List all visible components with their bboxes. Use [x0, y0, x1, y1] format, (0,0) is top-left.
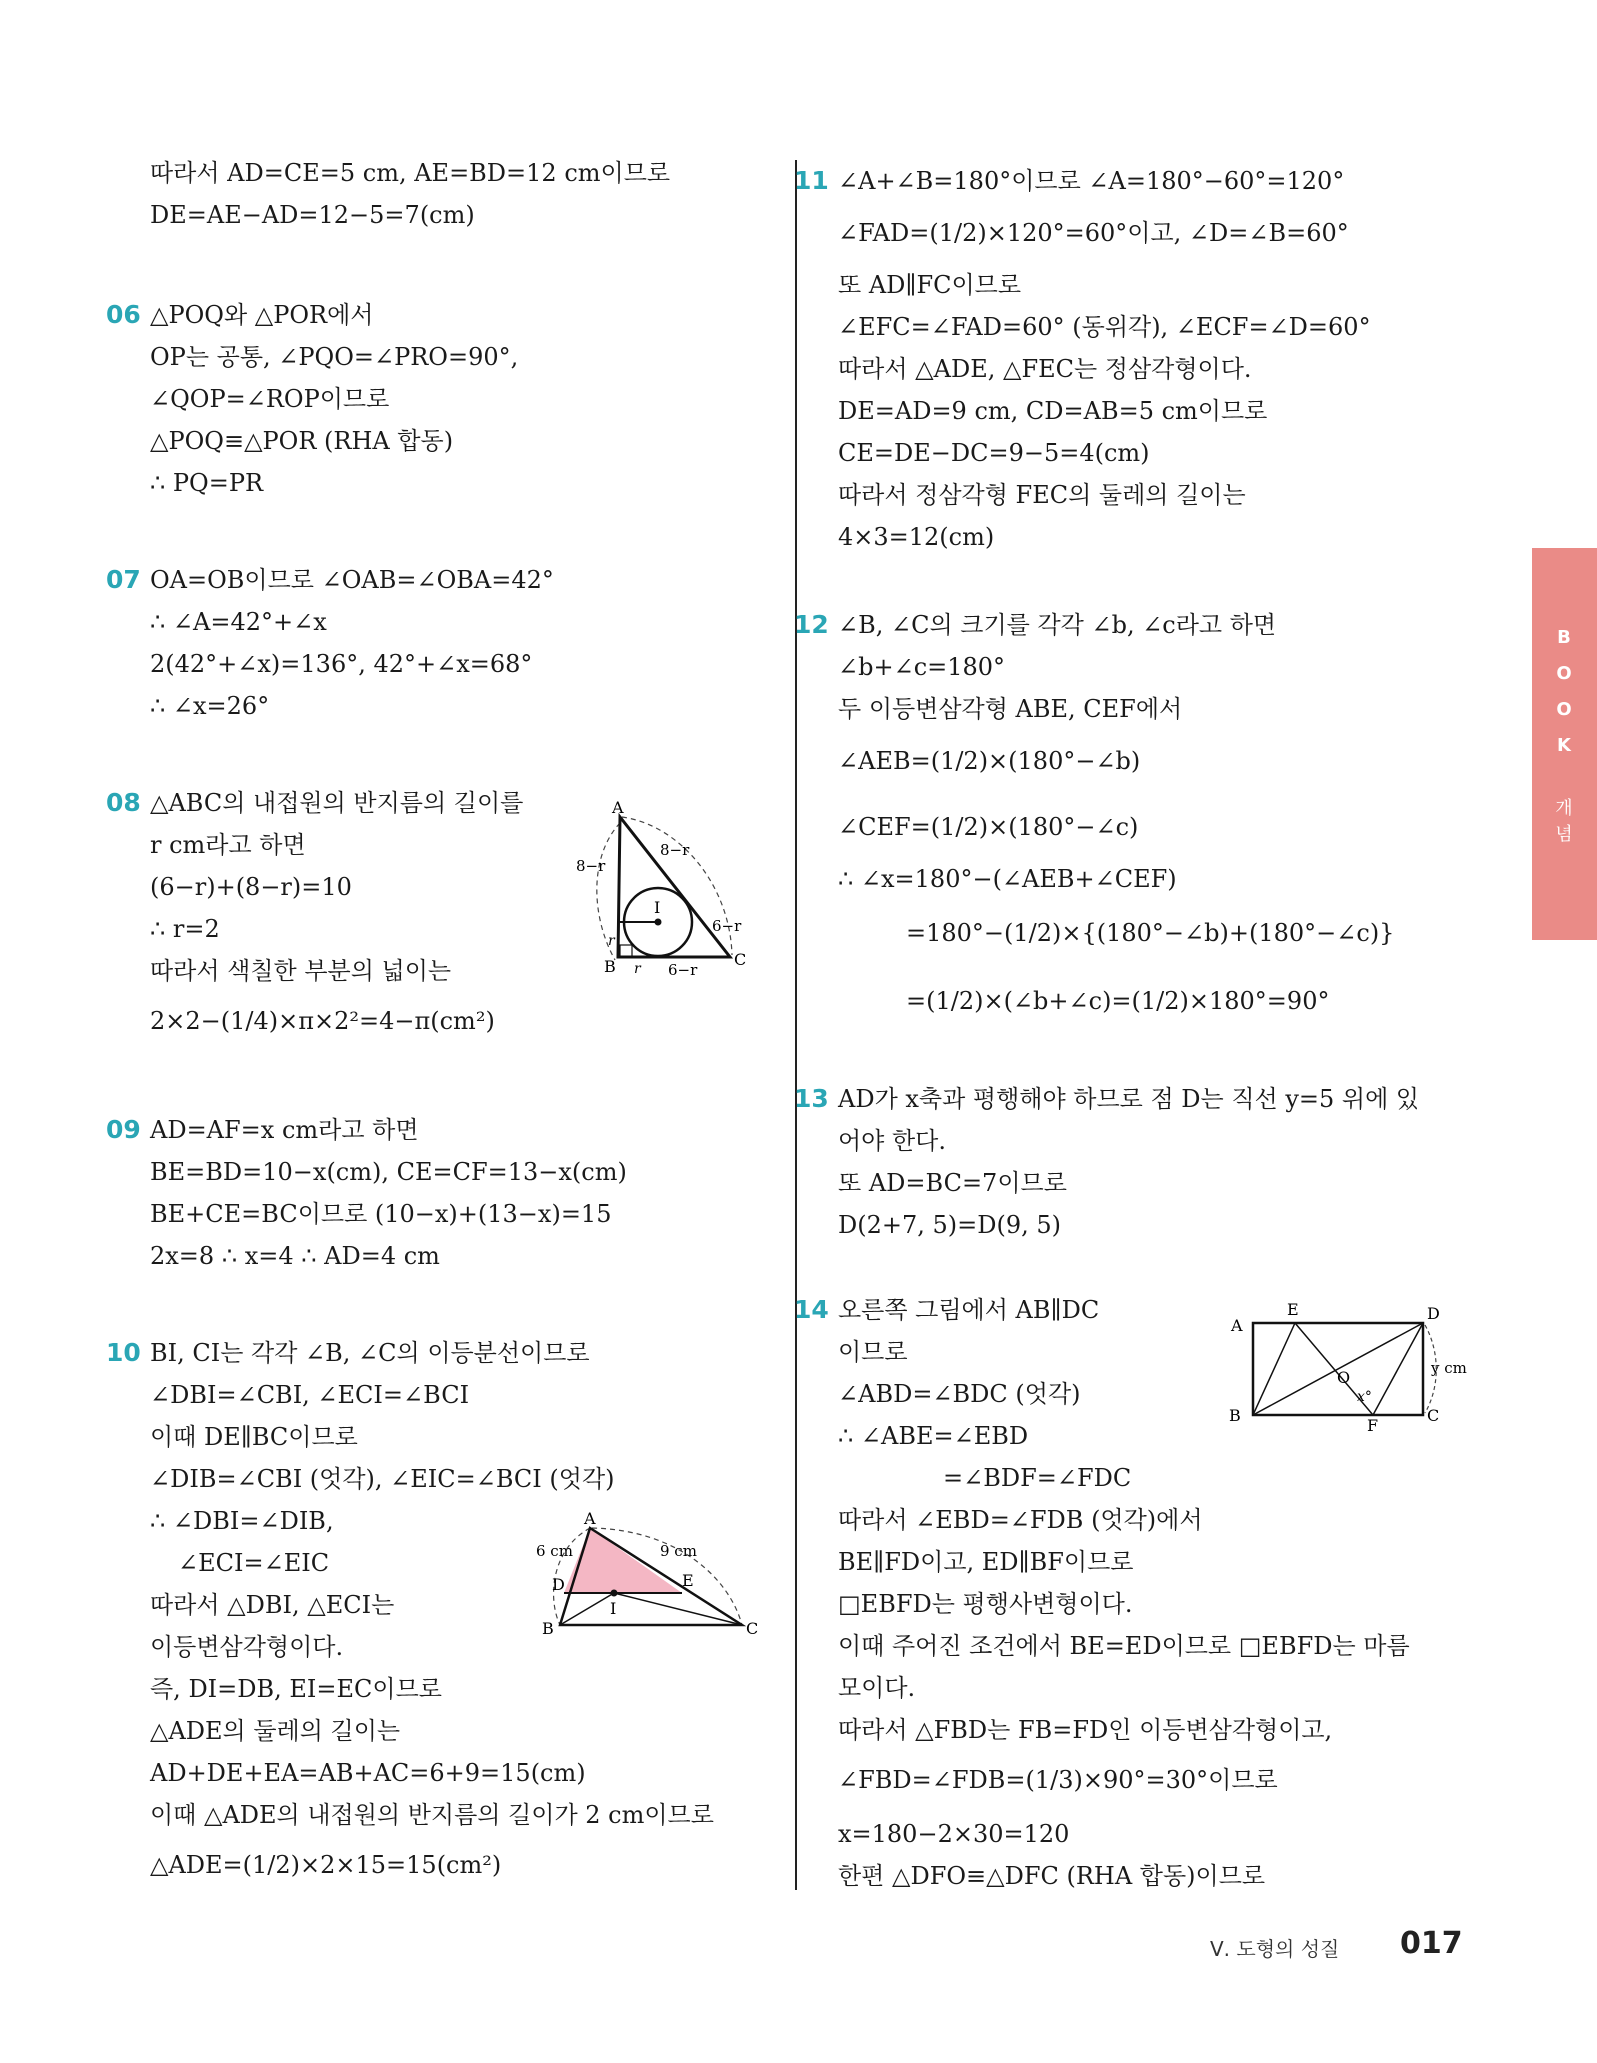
fig08-label-A: A: [612, 798, 624, 817]
side-tab-kor-label: [1553, 796, 1575, 848]
side-tab-book-label: [1553, 620, 1575, 764]
side-tab-letter: O: [1556, 699, 1572, 720]
text-line: ∠CEF=(1/2)×(180°−∠c): [838, 813, 1139, 841]
text-line: 두 이등변삼각형 ABE, CEF에서: [838, 695, 1183, 723]
text-line: 모이다.: [838, 1674, 916, 1702]
fig08-label-I: I: [654, 898, 661, 917]
fig10-label-A: A: [584, 1509, 596, 1528]
text-line: ∴ ∠ABE=∠EBD: [838, 1422, 1029, 1450]
problem-number: 06: [106, 300, 141, 329]
text-line: ∠B, ∠C의 크기를 각각 ∠b, ∠c라고 하면: [838, 611, 1277, 639]
fig10-label-E: E: [682, 1571, 694, 1590]
text-line: 따라서 △DBI, △ECI는: [150, 1591, 395, 1619]
text-line: OA=OB이므로 ∠OAB=∠OBA=42°: [150, 566, 554, 594]
problem-number: 09: [106, 1115, 141, 1144]
text-line: 또 AD∥FC이므로: [838, 271, 1022, 299]
problem-number: 11: [794, 166, 829, 195]
text-line: BE=BD=10−x(cm), CE=CF=13−x(cm): [150, 1158, 627, 1186]
side-tab-kor-letter: 개: [1555, 798, 1573, 819]
text-line: =∠BDF=∠FDC: [943, 1464, 1132, 1492]
text-line: 따라서 색칠한 부분의 넓이는: [150, 957, 452, 985]
page-number: 017: [1400, 1926, 1463, 1961]
fig08-label-8r-top: 8−r: [660, 841, 690, 859]
text-line: x=180−2×30=120: [838, 1820, 1070, 1848]
text-line: (6−r)+(8−r)=10: [150, 873, 352, 901]
text-line: 이때 DE∥BC이므로: [150, 1423, 358, 1451]
problem-number: 07: [106, 565, 141, 594]
text-line: 이등변삼각형이다.: [150, 1633, 344, 1661]
fig10-label-B: B: [542, 1619, 554, 1638]
fig14-label-E: E: [1287, 1300, 1299, 1319]
fig10-label-D: D: [552, 1575, 565, 1594]
text-line: BE∥FD이고, ED∥BF이므로: [838, 1548, 1134, 1576]
fig08-label-B: B: [604, 957, 616, 976]
fig08-label-6r-right: 6−r: [712, 917, 742, 935]
text-line: 오른쪽 그림에서 AB∥DC: [838, 1296, 1100, 1324]
text-line: BI, CI는 각각 ∠B, ∠C의 이등분선이므로: [150, 1339, 590, 1367]
text-line: 2(42°+∠x)=136°, 42°+∠x=68°: [150, 650, 533, 678]
text-line: 2x=8 ∴ x=4 ∴ AD=4 cm: [150, 1242, 440, 1270]
text-line: △POQ≡△POR (RHA 합동): [150, 427, 454, 455]
figure-08-incircle-triangle: [570, 795, 760, 979]
fig08-label-8r-left: 8−r: [576, 857, 606, 875]
side-tab-letter: O: [1556, 663, 1572, 684]
side-tab-kor-letter: 념: [1555, 824, 1573, 845]
text-line: 따라서 △FBD는 FB=FD인 이등변삼각형이고,: [838, 1716, 1333, 1744]
text-line: CE=DE−DC=9−5=4(cm): [838, 439, 1150, 467]
problem-number: 12: [794, 610, 829, 639]
text-line: DE=AD=9 cm, CD=AB=5 cm이므로: [838, 397, 1268, 425]
problem-number: 14: [794, 1295, 829, 1324]
text-line: ∠ABD=∠BDC (엇각): [838, 1380, 1081, 1408]
text-line: △ADE의 둘레의 길이는: [150, 1717, 401, 1745]
text-line: 따라서 AD=CE=5 cm, AE=BD=12 cm이므로: [150, 159, 671, 187]
text-line: ∴ PQ=PR: [150, 469, 264, 497]
problem-number: 13: [794, 1084, 829, 1113]
text-line: 4×3=12(cm): [838, 523, 995, 551]
text-line: D(2+7, 5)=D(9, 5): [838, 1211, 1062, 1239]
text-line: ∠AEB=(1/2)×(180°−∠b): [838, 747, 1141, 775]
text-line: =(1/2)×(∠b+∠c)=(1/2)×180°=90°: [906, 987, 1330, 1015]
text-line: BE+CE=BC이므로 (10−x)+(13−x)=15: [150, 1200, 612, 1228]
text-line: ∠ECI=∠EIC: [178, 1549, 330, 1577]
figure-14-rectangle: [1225, 1297, 1467, 1435]
text-line: ∠EFC=∠FAD=60° (동위각), ∠ECF=∠D=60°: [838, 313, 1371, 341]
footer-section-title: Ⅴ. 도형의 성질: [1210, 1937, 1340, 1961]
fig10-label-I: I: [610, 1599, 617, 1618]
text-line: ∠b+∠c=180°: [838, 653, 1006, 681]
text-line: △ADE=(1/2)×2×15=15(cm²): [150, 1851, 502, 1879]
text-line: 따라서 △ADE, △FEC는 정삼각형이다.: [838, 355, 1252, 383]
text-line: r cm라고 하면: [150, 831, 306, 859]
fig08-label-6r-bottom: 6−r: [668, 961, 698, 979]
text-line: □EBFD는 평행사변형이다.: [838, 1590, 1133, 1618]
text-line: ∴ ∠A=42°+∠x: [150, 608, 327, 636]
text-line: ∠FAD=(1/2)×120°=60°이고, ∠D=∠B=60°: [838, 219, 1349, 247]
text-line: AD가 x축과 평행해야 하므로 점 D는 직선 y=5 위에 있: [838, 1085, 1420, 1113]
fig08-label-r-side: r: [608, 933, 615, 949]
text-line: 어야 한다.: [838, 1127, 946, 1155]
fig14-label-y: y cm: [1431, 1359, 1467, 1377]
fig14-label-C: C: [1427, 1406, 1440, 1425]
text-line: 이때 주어진 조건에서 BE=ED이므로 □EBFD는 마름: [838, 1632, 1410, 1660]
text-line: △ABC의 내접원의 반지름의 길이를: [150, 789, 524, 817]
fig10-label-C: C: [746, 1619, 759, 1638]
fig14-label-B: B: [1229, 1406, 1241, 1425]
fig08-label-r-base: r: [634, 961, 641, 977]
fig14-label-O: O: [1337, 1368, 1351, 1387]
text-line: AD=AF=x cm라고 하면: [150, 1116, 419, 1144]
side-tab-letter: B: [1557, 627, 1571, 648]
fig14-label-F: F: [1367, 1416, 1379, 1435]
fig10-label-6cm: 6 cm: [536, 1542, 573, 1560]
text-line: 이므로: [838, 1338, 908, 1366]
text-line: ∴ ∠x=180°−(∠AEB+∠CEF): [838, 865, 1177, 893]
side-tab-letter: K: [1557, 735, 1571, 756]
text-line: 또 AD=BC=7이므로: [838, 1169, 1067, 1197]
text-line: ∠QOP=∠ROP이므로: [150, 385, 390, 413]
text-line: ∴ ∠x=26°: [150, 692, 270, 720]
text-line: AD+DE+EA=AB+AC=6+9=15(cm): [150, 1759, 586, 1787]
text-line: OP는 공통, ∠PQO=∠PRO=90°,: [150, 343, 519, 371]
fig14-label-D: D: [1427, 1304, 1440, 1323]
fig14-label-x: x°: [1357, 1389, 1372, 1405]
text-line: ∠A+∠B=180°이므로 ∠A=180°−60°=120°: [838, 167, 1345, 195]
text-line: ∠DBI=∠CBI, ∠ECI=∠BCI: [150, 1381, 470, 1409]
fig14-label-A: A: [1231, 1316, 1243, 1335]
figure-10-shaded-triangle: [530, 1510, 760, 1650]
problem-number: 10: [106, 1338, 141, 1367]
text-line: 즉, DI=DB, EI=EC이므로: [150, 1675, 442, 1703]
text-line: 한편 △DFO≡△DFC (RHA 합동)이므로: [838, 1862, 1266, 1890]
text-line: 따라서 ∠EBD=∠FDB (엇각)에서: [838, 1506, 1203, 1534]
text-line: ∴ r=2: [150, 915, 220, 943]
text-line: ∠DIB=∠CBI (엇각), ∠EIC=∠BCI (엇각): [150, 1465, 615, 1493]
text-line: ∴ ∠DBI=∠DIB,: [150, 1507, 334, 1535]
text-line: 2×2−(1/4)×π×2²=4−π(cm²): [150, 1007, 495, 1035]
problem-number: 08: [106, 788, 141, 817]
text-line: =180°−(1/2)×{(180°−∠b)+(180°−∠c)}: [906, 919, 1395, 947]
text-line: △POQ와 △POR에서: [150, 301, 374, 329]
fig10-label-9cm: 9 cm: [660, 1542, 697, 1560]
text-line: 따라서 정삼각형 FEC의 둘레의 길이는: [838, 481, 1246, 509]
text-line: 이때 △ADE의 내접원의 반지름의 길이가 2 cm이므로: [150, 1801, 714, 1829]
text-line: DE=AE−AD=12−5=7(cm): [150, 201, 475, 229]
column-divider: [795, 160, 797, 1890]
text-line: ∠FBD=∠FDB=(1/3)×90°=30°이므로: [838, 1766, 1278, 1794]
fig08-label-C: C: [734, 950, 747, 969]
